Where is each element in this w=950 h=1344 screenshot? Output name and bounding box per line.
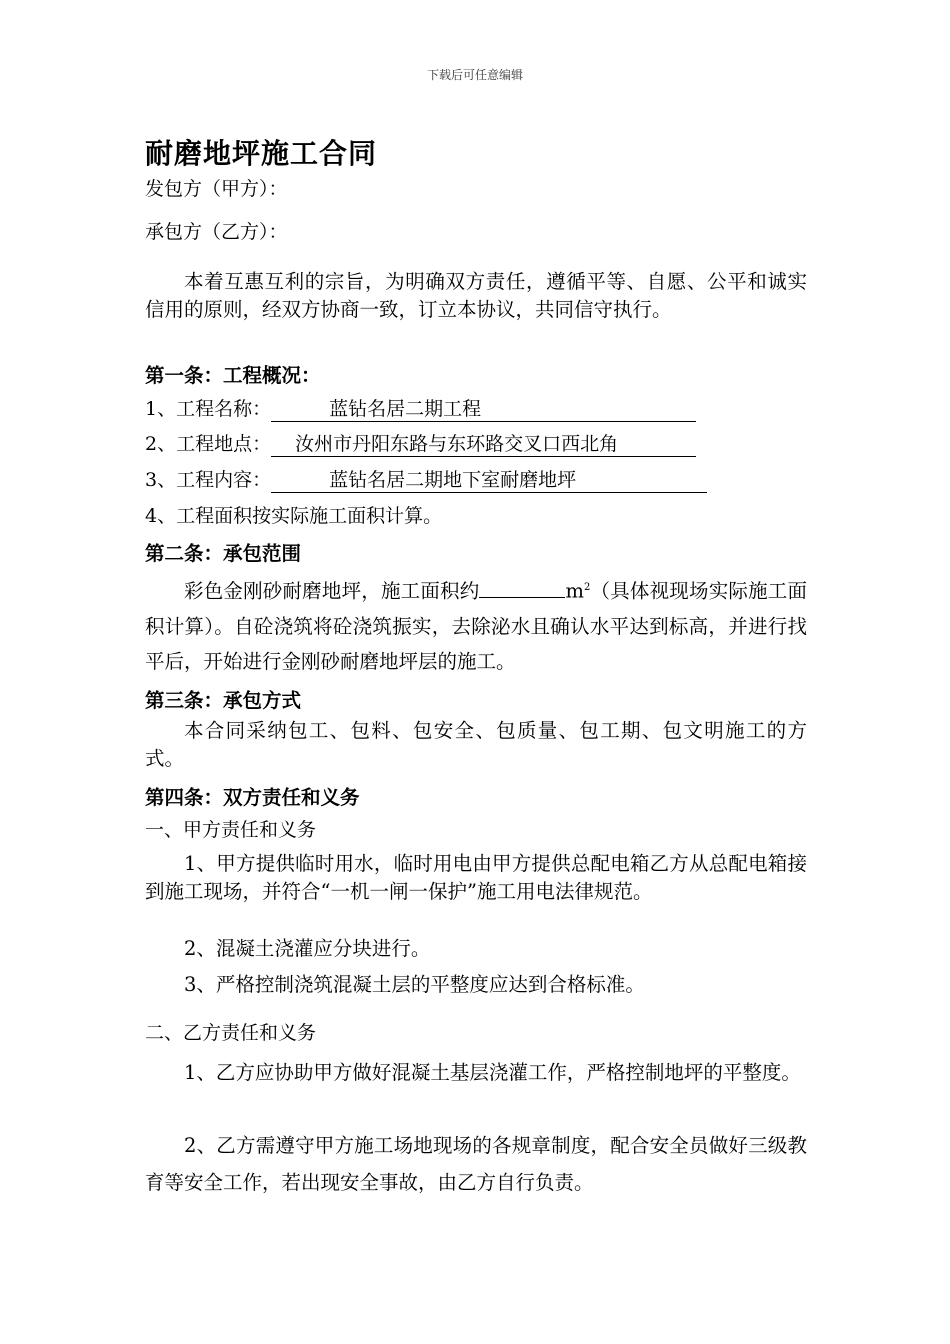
project-name-value: 蓝钻名居二期工程 <box>271 398 696 422</box>
project-name-label: 1、工程名称： <box>145 398 272 420</box>
project-location-value: 汝州市丹阳东路与东环路交叉口西北角 <box>271 433 696 457</box>
project-content-label: 3、工程内容： <box>145 469 272 491</box>
project-location-line <box>145 430 696 458</box>
project-location-label: 2、工程地点： <box>145 433 272 455</box>
article3-heading: 第三条：承包方式 <box>145 689 302 712</box>
article1-heading: 第一条：工程概况： <box>145 364 321 387</box>
article2-paragraph <box>145 570 807 679</box>
area-blank <box>479 575 565 598</box>
party-a-item-1: 1、甲方提供临时用水，临时用电由甲方提供总配电箱乙方从总配电箱接到施工现场，并符合“一机一闸一保护”施工用电法律规范。 <box>145 852 807 903</box>
article2-text-before: 彩色金刚砂耐磨地坪，施工面积约 <box>184 579 480 603</box>
project-content-value: 蓝钻名居二期地下室耐磨地坪 <box>271 469 707 493</box>
area-unit: m <box>565 579 584 603</box>
article4-heading: 第四条：双方责任和义务 <box>145 786 360 809</box>
article2-text-after: （具体视现场实际施工面积计算）。自砼浇筑将砼浇筑振实，去除泌水且确认水平达到标高，并进行找平后，开始进行金刚砂耐磨地坪层的施工。 <box>145 579 807 673</box>
article2-heading: 第二条：承包范围 <box>145 542 302 565</box>
party-b-item-2: 2、乙方需遵守甲方施工场地现场的各规章制度，配合安全员做好三级教育等安全工作，若出现安全事故，由乙方自行负责。 <box>145 1134 807 1194</box>
project-name-line <box>145 395 696 423</box>
party-a-duties-heading: 一、甲方责任和义务 <box>145 819 317 841</box>
party-a-item-2: 2、混凝土浇灌应分块进行。 <box>184 937 431 960</box>
area-unit-sup: 2 <box>583 582 591 593</box>
project-content-line <box>145 466 707 494</box>
intro-paragraph: 本着互惠互利的宗旨，为明确双方责任，遵循平等、自愿、公平和诚实信用的原则，经双方协商一致，订立本协议，共同信守执行。 <box>145 270 807 321</box>
party-a-line: 发包方（甲方）： <box>145 178 288 200</box>
party-a-item-3: 3、严格控制浇筑混凝土层的平整度应达到合格标准。 <box>184 973 645 996</box>
party-b-line: 承包方（乙方）： <box>145 221 288 243</box>
article3-paragraph: 本合同采纳包工、包料、包安全、包质量、包工期、包文明施工的方式。 <box>145 719 807 770</box>
party-b-item-1: 1、乙方应协助甲方做好混凝土基层浇灌工作，严格控制地坪的平整度。 <box>184 1061 801 1084</box>
document-title: 耐磨地坪施工合同 <box>145 137 378 170</box>
header-note: 下载后可任意编辑 <box>426 68 523 82</box>
project-area-line: 4、工程面积按实际施工面积计算。 <box>145 505 443 527</box>
party-b-duties-heading: 二、乙方责任和义务 <box>145 1022 317 1044</box>
